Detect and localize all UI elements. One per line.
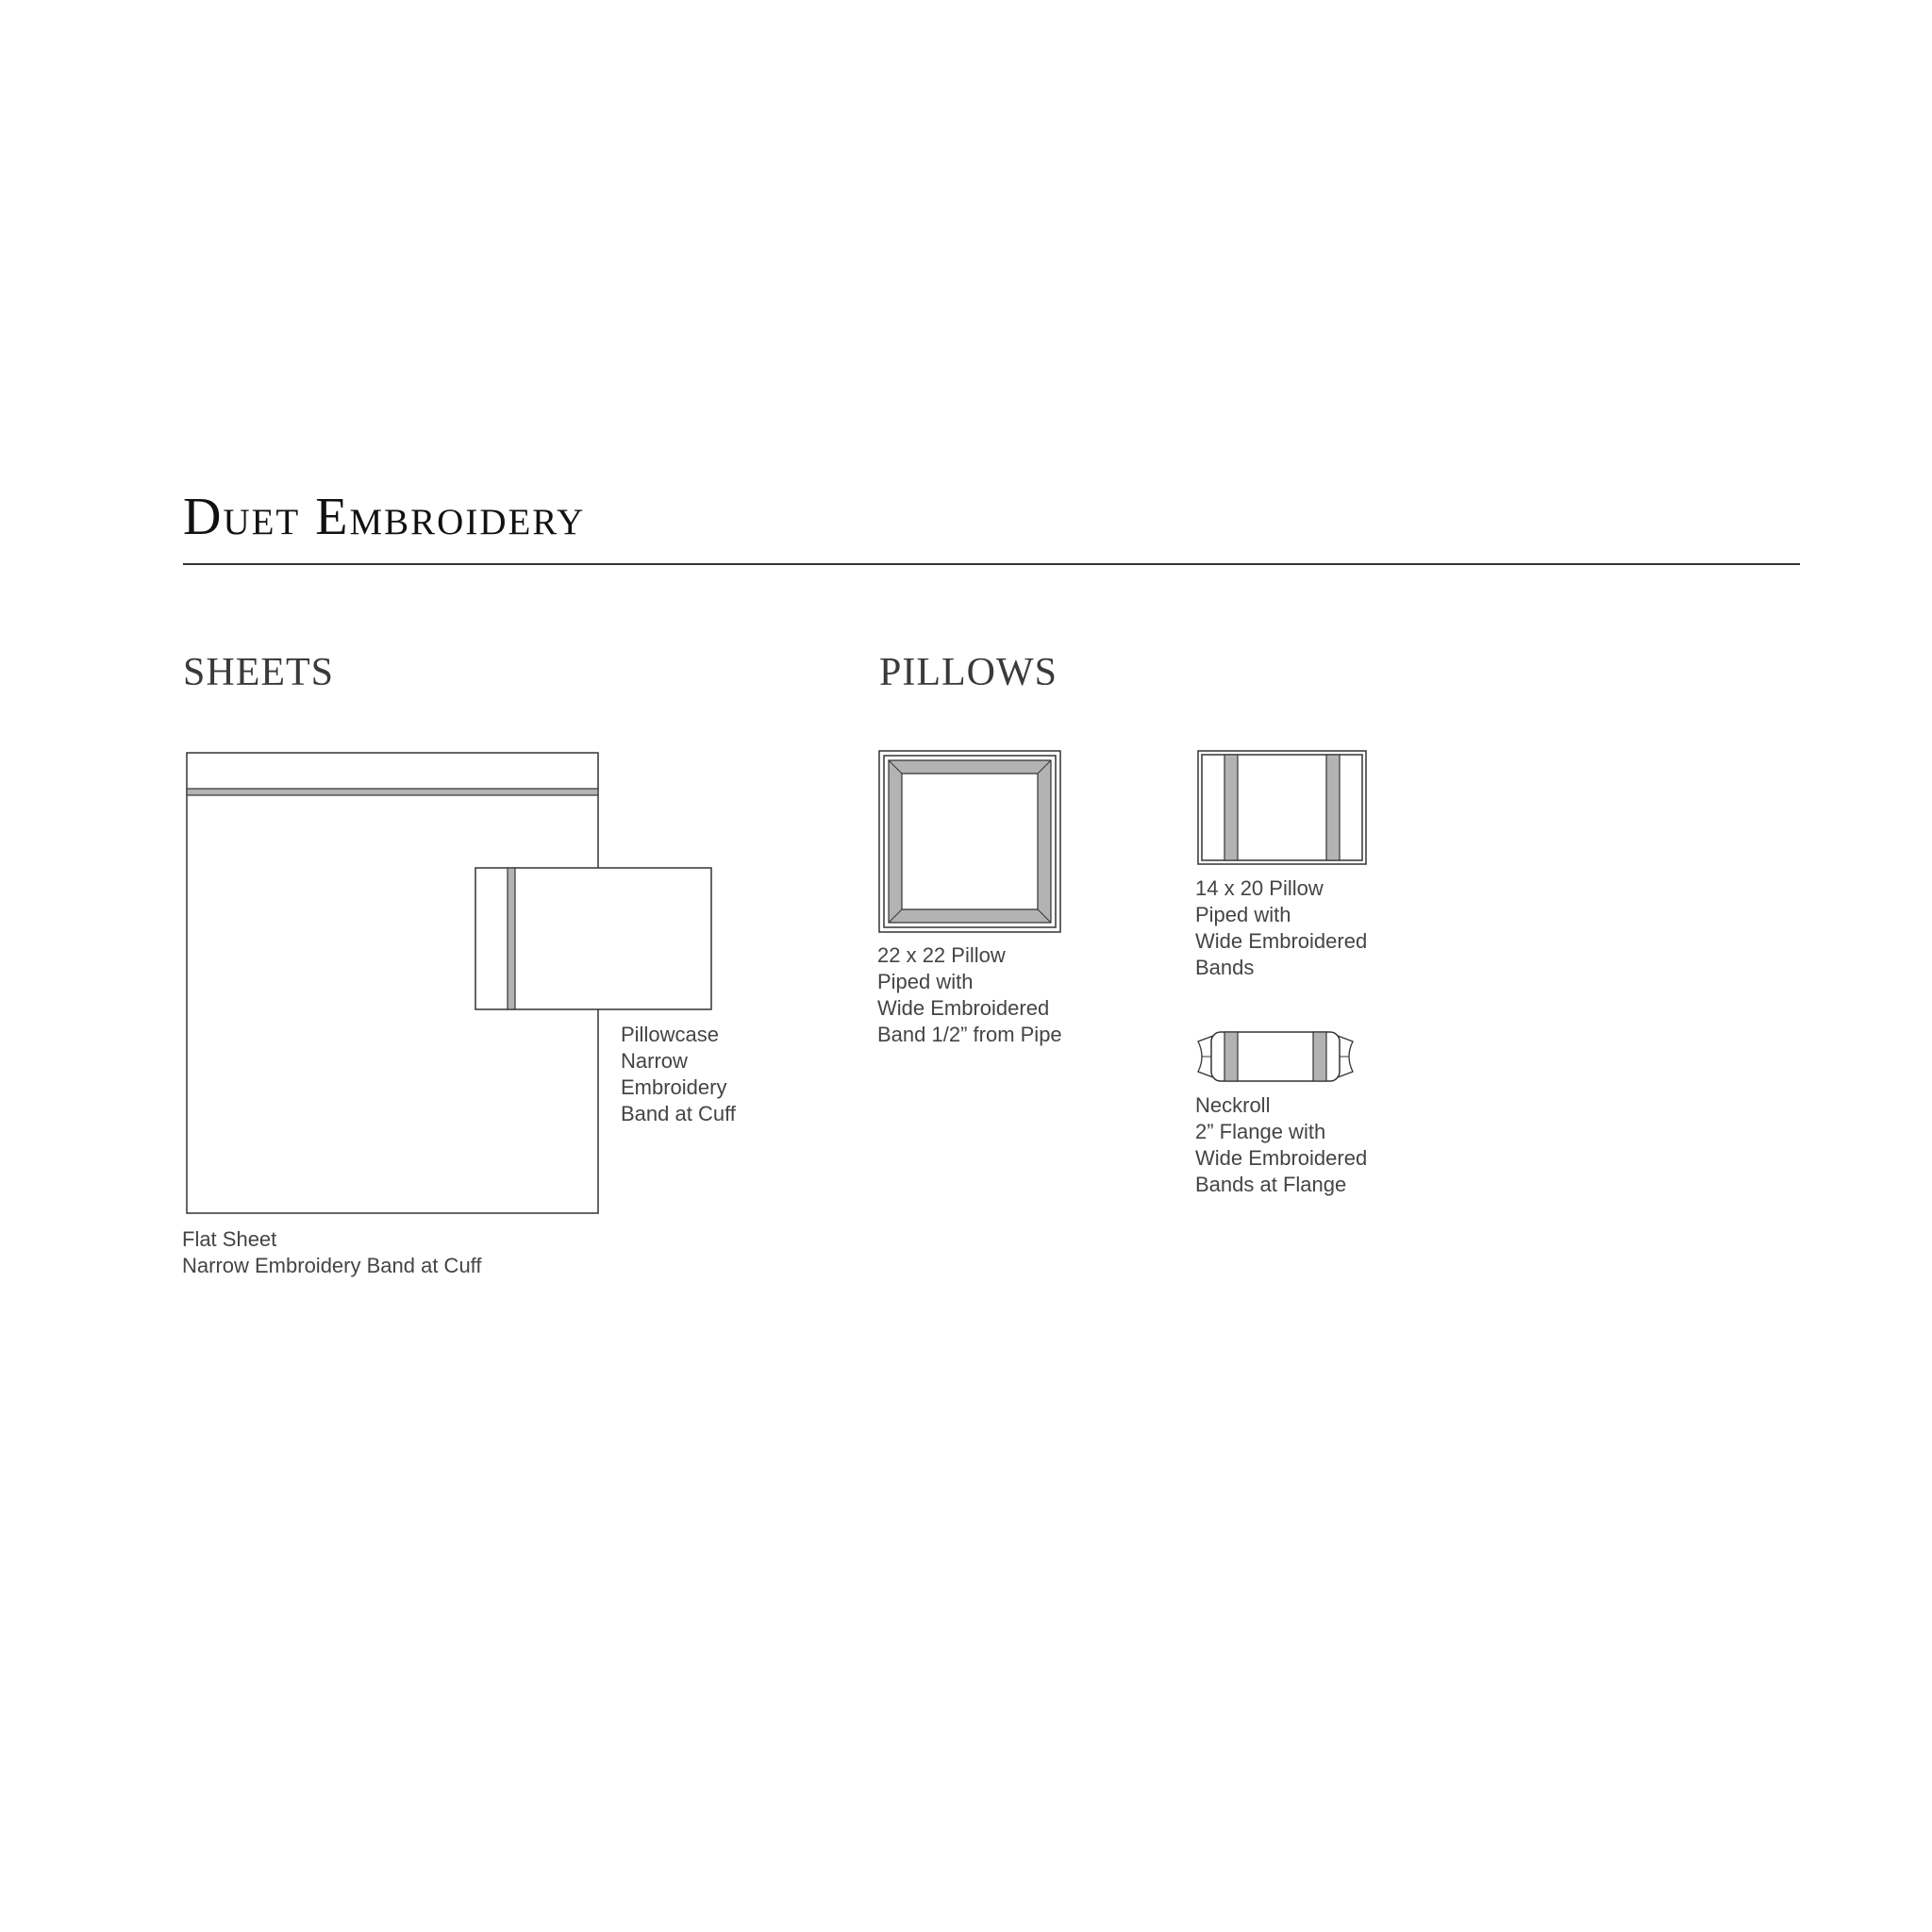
pillowcase-embroidery-band	[508, 868, 515, 1009]
pillow-14-caption	[1195, 875, 1367, 981]
caption-line: 22 x 22 Pillow	[877, 943, 1006, 967]
caption-line: 14 x 20 Pillow	[1195, 876, 1324, 900]
section-pillows-heading: PILLOWS	[879, 651, 1058, 694]
caption-line: Neckroll	[1195, 1093, 1271, 1117]
pillowcase-diagram	[474, 866, 713, 1013]
caption-line: Band at Cuff	[621, 1102, 736, 1125]
page-title: Duet Embroidery	[183, 488, 586, 546]
caption-line: Flat Sheet	[182, 1227, 277, 1251]
caption-line: Wide Embroidered	[1195, 929, 1368, 953]
caption-line: Narrow	[621, 1049, 688, 1073]
pillowcase-caption	[621, 1022, 736, 1127]
caption-line: Band 1/2” from Pipe	[877, 1023, 1062, 1046]
caption-line: Bands	[1195, 956, 1255, 979]
neckroll-diagram	[1194, 1026, 1357, 1087]
pillow-14-left-band	[1224, 755, 1238, 860]
section-sheets-heading: SHEETS	[183, 651, 335, 694]
flat-sheet-embroidery-band	[187, 789, 598, 795]
caption-line: Wide Embroidered	[877, 996, 1050, 1020]
caption-line: Embroidery	[621, 1075, 727, 1099]
pillow-22-diagram	[877, 749, 1062, 936]
pillow-14-diagram	[1196, 749, 1368, 866]
title-rule	[183, 563, 1800, 565]
caption-line: Narrow Embroidery Band at Cuff	[182, 1254, 482, 1277]
caption-line: Pillowcase	[621, 1023, 719, 1046]
neckroll-caption	[1195, 1092, 1367, 1198]
caption-line: Piped with	[1195, 903, 1291, 926]
pillow-22-caption	[877, 942, 1062, 1048]
caption-line: Bands at Flange	[1195, 1173, 1347, 1196]
neckroll-right-band	[1313, 1032, 1326, 1081]
pillow-14-right-band	[1326, 755, 1340, 860]
caption-line: Piped with	[877, 970, 974, 993]
flat-sheet-caption	[182, 1226, 482, 1279]
neckroll-left-band	[1224, 1032, 1238, 1081]
caption-line: 2” Flange with	[1195, 1120, 1326, 1143]
caption-line: Wide Embroidered	[1195, 1146, 1368, 1170]
